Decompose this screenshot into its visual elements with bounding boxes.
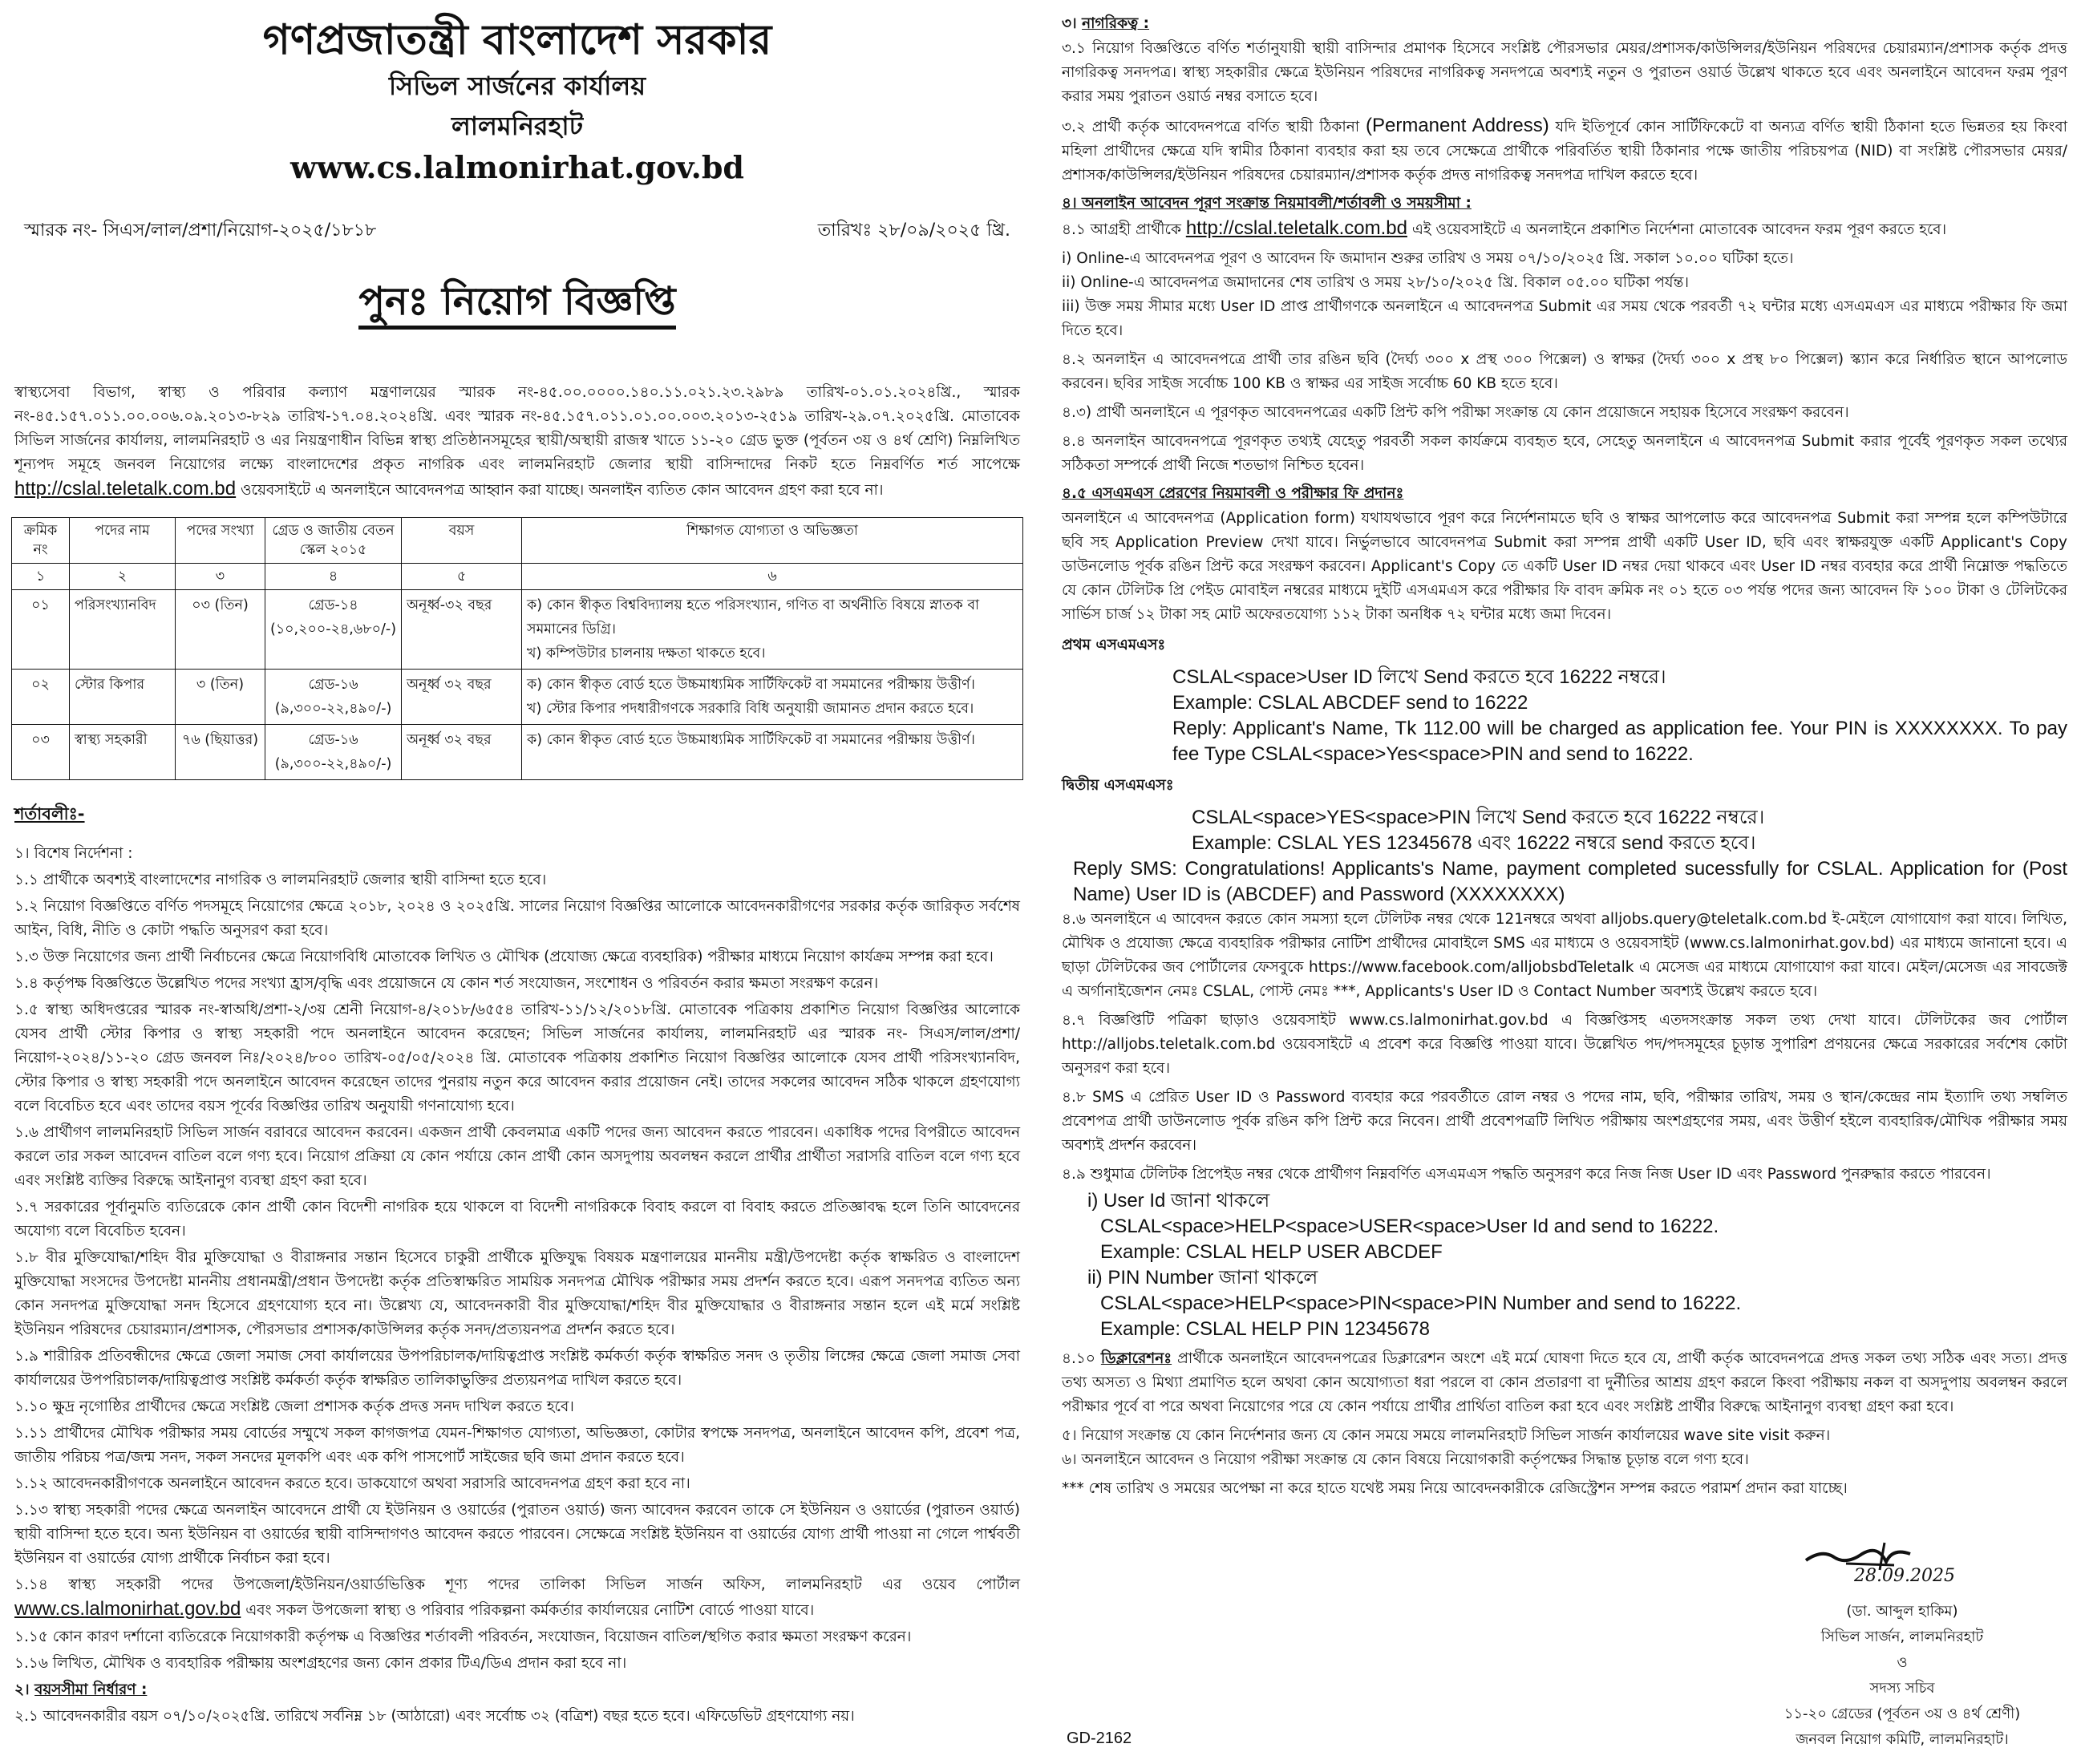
- count-cell: ০৩ (তিন): [176, 590, 265, 670]
- apply-link[interactable]: http://cslal.teletalk.com.bd: [14, 478, 237, 500]
- notice-title: [11, 273, 1023, 336]
- col-header-qualification: শিক্ষাগত যোগ্যতা ও অভিজ্ঞতা: [522, 518, 1023, 564]
- table-row: [12, 670, 1023, 725]
- first-sms-reply: Reply: Applicant's Name, Tk 112.00 will be charged as application fee. Your PIN is XXXXXXXX. To pay fee Type CSLAL<space>Yes<space>PIN and send to 16222.: [1172, 718, 2067, 765]
- post-cell: স্বাস্থ্য সহকারী: [70, 725, 176, 780]
- count-cell: ৭৬ (ছিয়াত্তর): [176, 725, 265, 780]
- qualification-b: খ) কম্পিউটার চালনায় দক্ষতা থাকতে হবে।: [527, 645, 766, 662]
- recovery-pin-command: CSLAL<space>HELP<space>PIN<space>PIN Number and send to 16222.: [1100, 1293, 1742, 1314]
- grade-cell: [265, 670, 402, 725]
- age-limit-number: ২।: [14, 1681, 30, 1698]
- advice-note: *** শেষ তারিখ ও সময়ের অপেক্ষা না করে হাতে যথেষ্ট সময় নিয়ে আবেদনকারীকে রেজিস্ট্রেশন সম্পন্ন করতে পরামর্শ প্রদান করা যাচ্ছে।: [1062, 1480, 1848, 1497]
- col-header-post: পদের নাম: [70, 518, 176, 564]
- committee-line-2: জনবল নিয়োগ কমিটি, লালমনিরহাট।: [1796, 1731, 2009, 1748]
- condition-item: ১। বিশেষ নির্দেশনা :: [14, 845, 133, 862]
- recovery-user-id-example: Example: CSLAL HELP USER ABCDEF: [1100, 1241, 1443, 1263]
- district-name: লালমনিরহাট: [451, 111, 584, 141]
- table-row: [12, 725, 1023, 780]
- scale-text: (৯,৩০০-২২,৪৯০/-): [274, 701, 392, 717]
- col-header-serial: ক্রমিক নং: [12, 518, 70, 564]
- memo-number: স্মারক নং- সিএস/লাল/প্রশা/নিয়োগ-২০২৫/১৮১৮: [24, 220, 377, 241]
- index-cell: ৪: [265, 564, 402, 590]
- recovery-pin-label: ii) PIN Number জানা থাকলে: [1087, 1267, 1318, 1289]
- serial-cell: ০১: [12, 590, 70, 670]
- col-header-age: বয়স: [402, 518, 522, 564]
- rule-item: ৪.২ অনলাইন এ আবেদনপত্রে প্রার্থী তার রঙিন ছবি (দৈর্ঘ্য ৩০০ x প্রস্থ ৩০০ পিক্সেল) ও স্বাক্ষর (দৈর্ঘ্য ৩০০ x প্রস্থ ৮০ পিক্সেল) স্ক্যান করে নির্ধারিত স্থানে আপলোড করবেন। ছবির সাইজ সর্বোচ্চ 100 KB ও স্বাক্ষর এর সাইজ সর্বোচ্চ 60 KB হতে হবে।: [1062, 351, 2067, 392]
- posts-table: [11, 517, 1023, 780]
- recovery-pin-example: Example: CSLAL HELP PIN 12345678: [1100, 1318, 1430, 1340]
- intro-paragraph: [14, 381, 1020, 503]
- condition-item: ১.৭ সরকারের পূর্বানুমতি ব্যতিরেকে কোন প্রার্থী কোন বিদেশী নাগরিক হয়ে থাকলে বা বিদেশী নাগরিককে বিবাহ করলে বা বিবাহ করতে প্রতিজ্ঞাবদ্ধ হলে তিনি আবেদনের অযোগ্য বলে বিবেচিত হবেন।: [14, 1199, 1020, 1240]
- condition-text: ১.১৪ স্বাস্থ্য সহকারী পদের উপজেলা/ইউনিয়ন/ওয়ার্ডভিত্তিক শূণ্য পদের তালিকা সিভিল সার্জন অফিস, লালমনিরহাট এর ওয়েব পোর্টাল: [14, 1576, 1020, 1593]
- citizenship-title: নাগরিকত্ব :: [1082, 15, 1150, 32]
- memo-row: [24, 218, 1010, 244]
- citizenship-heading: [1062, 13, 2067, 35]
- declaration-text: প্রার্থীকে অনলাইনে আবেদনপত্রের ডিক্লারেশন অংশে এই মর্মে ঘোষণা দিতে হবে যে, প্রার্থী কর্তৃক আবেদনপত্রে প্রদত্ত সকল তথ্য সঠিক এবং সত্য। প্রদত্ত তথ্য অসত্য ও মিথ্যা প্রমাণিত হলে অথবা কোন অযোগ্যতা ধরা পরলে বা কোন প্রতারণা বা দুর্নীতির আশ্রয় গ্রহণ করলে কিংবা পরীক্ষায় নকল বা অসদুপায় অবলম্বন করলে পরীক্ষার পূর্বে বা পরে অথবা নিয়োগের পরে যে কোন পর্যায়ে প্রার্থীর প্রার্থিতা বাতিল করা হবে এবং সংশ্লিষ্ট প্রার্থীর বিরুদ্ধে আইনানুগ ব্যবস্থা গ্রহণ করা হবে।: [1062, 1350, 2067, 1415]
- index-cell: ১: [12, 564, 70, 590]
- rule-item: অনলাইনে এ আবেদনপত্র (Application form) যথাযথভাবে পূরণ করে নির্দেশনামতে ছবি ও স্বাক্ষর আপলোড করে আবেদনপত্র Submit করা সম্পন্ন হলে কম্পিউটারে ছবি সহ Application Preview দেখা যাবে। নির্ভুলভাবে আবেদনপত্র Submit করা সম্পন্ন প্রার্থী একটি User ID, ছবি এবং স্বাক্ষরযুক্ত একটি Applicant's Copy ডাউনলোড পূর্বক রঙিন প্রিন্ট করে সংরক্ষণ করবেন। Applicant's Copy তে একটি User ID নম্বর দেয়া থাকবে এবং User ID নম্বর ব্যবহার করে প্রার্থী নিম্নোক্ত পদ্ধতিতে যে কোন টেলিটক প্রি পেইড মোবাইল নম্বরের মাধ্যমে দুইটি এসএমএস করে পরীক্ষার ফি বাবদ ক্রমিক নং ০১ হতে ০৩ পর্যন্ত পদের জন্য আবেদন ফি ১০০ টাকা ও টেলিটকের সার্ভিস চার্জ ১২ টাকা সহ মোট অফেরতযোগ্য ১১২ টাকা অনধিক ৭২ ঘন্টার মধ্যে জমা দিবেন।: [1062, 510, 2067, 623]
- first-sms-example: Example: CSLAL ABCDEF send to 16222: [1172, 692, 1528, 714]
- qualification-cell: [522, 590, 1023, 670]
- qualification-cell: [522, 725, 1023, 780]
- rule-text: ৪.১ আগ্রহী প্রার্থীকে: [1062, 221, 1181, 238]
- grade-text: গ্রেড-১৬: [308, 732, 358, 748]
- intro-text: স্বাস্থ্যসেবা বিভাগ, স্বাস্থ্য ও পরিবার কল্যাণ মন্ত্রণালয়ের স্মারক নং-৪৫.০০.০০০০.১৪০.১১.০২১.২৩.২৯৮৯ তারিখ-০১.০১.২০২৪খ্রি., স্মারক নং-৪৫.১৫৭.০১১.০০.০০৬.০৯.২০১৩-৮২৯ তারিখ-১৭.০৪.২০২৪খ্রি. এবং স্মারক নং-৪৫.১৫৭.০১১.০১.০০.০০৩.২০১৩-২৫১৯ তারিখ-২৯.০৭.২০২৫খ্রি. মোতাবেক সিভিল সার্জনের কার্যালয়, লালমনিরহাট ও এর নিয়ন্ত্রণাধীন বিভিন্ন স্বাস্থ্য প্রতিষ্ঠানসমূহের স্থায়ী/অস্থায়ী রাজস্ব খাতে ১১-২০ গ্রেড ভুক্ত (পূর্বতন ৩য় ও ৪র্থ শ্রেণি) নিম্নলিখিত শূন্যপদ সমূহে জনবল নিয়োগের লক্ষ্যে বাংলাদেশের প্রকৃত নাগরিক এবং লালমনিরহাট জেলার স্থায়ী বাসিন্দাদের নিকট হতে নিম্নবর্ণিত শর্ত সাপেক্ষে: [14, 384, 1020, 473]
- rule-item: i) Online-এ আবেদনপত্র পূরণ ও আবেদন ফি জমাদান শুরুর তারিখ ও সময় ০৭/১০/২০২৫ খ্রি. সকাল ১০.০০ ঘটিকা হতে।: [1062, 250, 1794, 267]
- condition-item: ১.১৬ লিখিত, মৌখিক ও ব্যবহারিক পরীক্ষায় অংশগ্রহণের জন্য কোন প্রকার টিএ/ডিএ প্রদান করা হবে না।: [14, 1655, 627, 1672]
- sms-rules-heading: [1062, 483, 2067, 505]
- scale-text: (১০,২০০-২৪,৬৮০/-): [270, 621, 397, 637]
- col-header-count: পদের সংখ্যা: [176, 518, 265, 564]
- condition-item: ১.৬ প্রার্থীগণ লালমনিরহাট সিভিল সার্জন বরাবরে আবেদন করবেন। একজন প্রার্থী কেবলমাত্র একটি পদের জন্য আবেদন করতে পারবেন। একাধিক পদের বিপরীতে আবেদন করলে তার সকল আবেদন বাতিল বলে গণ্য হবে। নিয়োগ প্রক্রিয়া যে কোন পর্যায়ে কোন প্রার্থী কোন অসদুপায় অবলম্বন করলে প্রার্থীর প্রার্থীতা সরাসরি বাতিল বলে গণ্য হবে এবং সংশ্লিষ্ট ব্যক্তির বিরুদ্ধে আইনানুগ ব্যবস্থা গ্রহণ করা হবে।: [14, 1124, 1020, 1189]
- signatory-title: সিভিল সার্জন, লালমনিরহাট: [1820, 1628, 1984, 1645]
- count-cell: ৩ (তিন): [176, 670, 265, 725]
- signatory-member: সদস্য সচিব: [1869, 1680, 1935, 1697]
- qualification-b: খ) স্টোর কিপার পদধারীগণকে সরকারি বিধি অনুযায়ী জামানত প্রদান করতে হবে।: [527, 701, 974, 717]
- rule-item: ৪.৭ বিজ্ঞপ্তিটি পত্রিকা ছাড়াও ওয়েবসাইট www.cs.lalmonirhat.gov.bd এ বিজ্ঞপ্তিসহ এতদসংক্রান্ত সকল তথ্য দেখা যাবে। টেলিটকের জব পোর্টাল http://alljobs.teletalk.com.bd ওয়েবসাইটে এ প্রবেশ করে বিজ্ঞপ্তি পাওয়া যাবে। উল্লেখিত পদ/পদসমূহের চূড়ান্ত সুপারিশ প্রণয়নের ক্ষেত্রে সরকারের সর্বশেষ কোটা অনুসরণ করা হবে।: [1062, 1012, 2067, 1077]
- rule-text: এই ওয়েবসাইটে এ অনলাইনে প্রকাশিত নির্দেশনা মোতাবেক আবেদন ফরম পূরণ করতে হবে।: [1411, 221, 1947, 238]
- condition-item: ১.১০ ক্ষুদ্র নৃগোষ্ঠির প্রার্থীদের ক্ষেত্রে সংশ্লিষ্ট জেলা প্রশাসক কর্তৃক প্রদত্ত সনদ দাখিল করতে হবে।: [14, 1398, 574, 1415]
- condition-item: ১.১ প্রার্থীকে অবশ্যই বাংলাদেশের নাগরিক ও লালমনিরহাট জেলার স্থায়ী বাসিন্দা হতে হবে।: [14, 872, 547, 888]
- rule-item: ৪.৪ অনলাইন আবেদনপত্রে পূরণকৃত তথ্যই যেহেতু পরবর্তী সকল কার্যক্রমে ব্যবহৃত হবে, সেহেতু অনলাইনে এ আবেদনপত্র Submit করার পূর্বেই পূরণকৃত সকল তথ্যের সঠিকতা সম্পর্কে প্রার্থী নিজে শতভাগ নিশ্চিত হবেন।: [1062, 433, 2067, 474]
- committee-line-1: ১১-২০ গ্রেডের (পূর্বতন ৩য় ও ৪র্থ শ্রেণী): [1783, 1705, 2021, 1722]
- recovery-user-id-label: i) User Id জানা থাকলে: [1087, 1190, 1270, 1212]
- qualification-a: ক) কোন স্বীকৃত বোর্ড হতে উচ্চমাধ্যমিক সার্টিফিকেট বা সমমানের পরীক্ষায় উত্তীর্ণ।: [527, 677, 975, 693]
- grade-cell: [265, 725, 402, 780]
- index-cell: ৩: [176, 564, 265, 590]
- right-column: [1059, 11, 2071, 1764]
- post-cell: স্টোর কিপার: [70, 670, 176, 725]
- qualification-cell: [522, 670, 1023, 725]
- declaration-title: ডিক্লারেশনঃ: [1100, 1350, 1172, 1367]
- sms-rules-title: ৪.৫ এসএমএস প্রেরণের নিয়মাবলী ও পরীক্ষার ফি প্রদানঃ: [1062, 485, 1404, 502]
- signature-block: [1758, 1533, 2047, 1753]
- condition-item: ১.১১ প্রার্থীদের মৌখিক পরীক্ষার সময় বোর্ডের সম্মুখে সকল কাগজপত্র যেমন-শিক্ষাগত যোগ্যতা, অভিজ্ঞতা, কোটার স্বপক্ষে সনদপত্র, অনলাইনে আবেদন কপি, প্রবেশ পত্র, জাতীয় পরিচয় পত্র/জন্ম সনদ, সকল সনদের মূলকপি এবং এক কপি পাসপোর্ট সাইজের ছবি জমা প্রদান করতে হবে।: [14, 1425, 1020, 1466]
- grade-text: গ্রেড-১৪: [308, 597, 358, 613]
- condition-item: ১.৩ উক্ত নিয়োগের জন্য প্রার্থী নির্বাচনের ক্ষেত্রে নিয়োগবিধি মোতাবেক লিখিত ও মৌখিক (প্রযোজ্য ক্ষেত্রে ব্যবহারিক) পরীক্ষার মাধ্যমে নিয়োগ কার্যক্রম সম্পন্ন করা হবে।: [14, 949, 994, 965]
- left-column: [11, 11, 1023, 1764]
- condition-item: [14, 1573, 1020, 1623]
- first-sms-heading: প্রথম এসএমএসঃ: [1062, 637, 1166, 653]
- qualification-a: ক) কোন স্বীকৃত বোর্ড হতে উচ্চমাধ্যমিক সার্টিফিকেট বা সমমানের পরীক্ষায় উত্তীর্ণ।: [527, 732, 975, 748]
- condition-item: ১.১৫ কোন কারণ দর্শানো ব্যতিরেকে নিয়োগকারী কর্তৃপক্ষ এ বিজ্ঞপ্তির শর্তাবলী পরিবর্তন, সংযোজন, বিয়োজন বাতিল/স্থগিত করার ক্ষমতা সংরক্ষণ করেন।: [14, 1628, 912, 1645]
- condition-item: ১.১২ আবেদনকারীগণকে অনলাইনে আবেদন করতে হবে। ডাকযোগে অথবা সরাসরি আবেদনপত্র গ্রহণ করা হবে না।: [14, 1475, 690, 1492]
- online-rules-heading: [1062, 192, 2067, 215]
- condition-item: ২.১ আবেদনকারীর বয়স ০৭/১০/২০২৫খ্রি. তারিখে সর্বনিম্ন ১৮ (আঠারো) এবং সর্বোচ্চ ৩২ (বত্রিশ) বছর হতে হবে। এফিডেভিট গ্রহণযোগ্য নয়।: [14, 1708, 855, 1725]
- scale-text: (৯,৩০০-২২,৪৯০/-): [274, 756, 392, 772]
- condition-text: এবং সকল উপজেলা স্বাস্থ্য ও পরিবার পরিকল্পনা কর্মকর্তার কার্যালয়ের নোটিশ বোর্ডে পাওয়া যাবে।: [245, 1602, 815, 1619]
- memo-date: তারিখঃ ২৮/০৯/২০২৫ খ্রি.: [817, 220, 1010, 241]
- notice-title-text: পুনঃ নিয়োগ বিজ্ঞপ্তি: [358, 279, 675, 330]
- recovery-user-id-command: CSLAL<space>HELP<space>USER<space>User Id and send to 16222.: [1100, 1216, 1719, 1237]
- index-cell: ৫: [402, 564, 522, 590]
- grade-text: গ্রেড-১৬: [308, 677, 358, 693]
- index-cell: ৬: [522, 564, 1023, 590]
- rule-item: ৪.৬ অনলাইনে এ আবেদন করতে কোন সমস্যা হলে টেলিটক নম্বর থেকে 121নম্বরে অথবা alljobs.query@teletalk.com.bd ই-মেইলে যোগাযোগ করা যাবে। লিখিত, মৌখিক ও প্রযোজ্য ক্ষেত্রে ব্যবহারিক পরীক্ষার নোটিশ প্রার্থীদের মোবাইলে SMS এর মাধ্যমে ও ওয়েবসাইট (www.cs.lalmonirhat.gov.bd) এর মাধ্যমে জানানো হবে। এ ছাড়া টেলিটকের জব পোর্টালের ফেসবুকে https://www.facebook.com/alljobsbdTeletalk এ মেসেজ এর মাধ্যমে যোগাযোগ করা যাবে। মেইল/মেসেজ এর সাবজেক্ট এ অর্গানাইজেশন নেমঃ CSLAL, পোস্ট নেমঃ ***, Applicants's User ID ও Contact Number অবশ্যই উল্লেখ করতে হবে।: [1062, 911, 2067, 1000]
- rule-item: [1062, 216, 2067, 242]
- header: [11, 14, 1023, 189]
- office-name: সিভিল সার্জনের কার্যালয়: [388, 71, 646, 101]
- second-sms-reply: Reply SMS: Congratulations! Applicants's Name, payment completed sucessfully for CSLAL. Application for (Post Name) User ID is (ABCDEF) and Password (XXXXXXXX): [1073, 858, 2067, 905]
- website-link[interactable]: www.cs.lalmonirhat.gov.bd: [14, 1598, 241, 1620]
- rule-item: ৬। অনলাইনে আবেদন ও নিয়োগ পরীক্ষা সংক্রান্ত যে কোন বিষয়ে নিয়োগকারী কর্তৃপক্ষের সিদ্ধান্ত চূড়ান্ত বলে গণ্য হবে।: [1062, 1451, 1749, 1468]
- citizenship-item: ৩.১ নিয়োগ বিজ্ঞপ্তিতে বর্ণিত শর্তানুযায়ী স্থায়ী বাসিন্দার প্রমাণক হিসেবে সংশ্লিষ্ট পৌরসভার মেয়র/প্রশাসক/কাউন্সিলর/ইউনিয়ন পরিষদের চেয়ারম্যান/প্রশাসক কর্তৃক প্রদত্ত নাগরিকত্ব সনদপত্র। স্বাস্থ্য সহকারীর ক্ষেত্রে ইউনিয়ন পরিষদের নাগরিকত্ব সনদপত্রে অবশ্যই নতুন ও পুরাতন ওয়ার্ড উল্লেখ থাকতে হবে এবং অনলাইনে আবেদন ফরম পূরণ করার সময় পুরাতন ওয়ার্ড নম্বর বসাতে হবে।: [1062, 40, 2067, 105]
- age-cell: অনূর্ধ্ব-৩২ বছর: [402, 590, 522, 670]
- rule-item: ৪.৯ শুধুমাত্র টেলিটক প্রিপেইড নম্বর থেকে প্রার্থীগণ নিম্নবর্ণিত এসএমএস পদ্ধতি অনুসরণ করে নিজ নিজ User ID এবং Password পুনরুদ্ধার করতে পারবেন।: [1062, 1166, 1991, 1183]
- age-cell: অনূর্ধ্ব ৩২ বছর: [402, 670, 522, 725]
- condition-item: ১.৪ কর্তৃপক্ষ বিজ্ঞপ্তিতে উল্লেখিত পদের সংখ্যা হ্রাস/বৃদ্ধি এবং প্রয়োজনে যে কোন শর্ত সংযোজন, সংশোধন ও পরিবর্তন করার ক্ষমতা সংরক্ষণ করেন।: [14, 975, 879, 992]
- condition-item: ১.৫ স্বাস্থ্য অধিদপ্তরের স্মারক নং-স্বাঅধি/প্রশা-২/৩য় শ্রেনী নিয়োগ-৪/২০১৮/৬৫৫৪ তারিখ-১১/১২/২০১৮খ্রি. মোতাবেক পত্রিকায় প্রকাশিত নিয়োগ বিজ্ঞপ্তির আলোকে যেসব প্রার্থী স্টোর কিপার ও স্বাস্থ্য সহকারী পদে অনলাইনে আবেদন করেছেন; সিভিল সার্জনের কার্যালয়, লালমনিরহাট এর স্মারক নং- সিএস/লাল/প্রশা/নিয়োগ-২০২৪/১১-২০ গ্রেড জনবল নিঃ/২০২৪/৮০০ তারিখ-০৫/০৫/২০২৪ খ্রি. মোতাবেক পত্রিকায় প্রকাশিত নিয়োগ বিজ্ঞপ্তির আলোকে যেসব প্রার্থী পরিসংখ্যানবিদ, স্টোর কিপার ও স্বাস্থ্য সহকারী পদে অনলাইনে আবেদন করেছেন তাদের পুনরায় নতুন করে আবেদন করার প্রয়োজন নেই। তাদের সকলের আবেদন সঠিক থাকলে গ্রহণযোগ্য বলে বিবেচিত হবে এবং তাদের বয়স পূর্বের বিজ্ঞপ্তির তারিখ অনুযায়ী গণনাযোগ্য হবে।: [14, 1001, 1020, 1115]
- citizenship-item: [1062, 114, 2067, 188]
- condition-item: ১.৯ শারীরিক প্রতিবন্ধীদের ক্ষেত্রে জেলা সমাজ সেবা কার্যালয়ের উপপরিচালক/দায়িত্বপ্রাপ্ত সংশ্লিষ্ট কর্মকর্তা কর্তৃক স্বাক্ষরিত সনদ ও তৃতীয় লিঙ্গের ক্ষেত্রে জেলা সমাজ সেবা কার্যালয়ের উপপরিচালক/দায়িত্বপ্রাপ্ত সংশ্লিষ্ট কর্মকর্তা কর্তৃক স্বাক্ষরিত তালিকাভুক্তির প্রত্যয়নপত্র দাখিল করতে হবে।: [14, 1348, 1020, 1389]
- signature-image: [1758, 1533, 2047, 1599]
- grade-cell: [265, 590, 402, 670]
- declaration-number: ৪.১০: [1062, 1350, 1095, 1367]
- declaration-item: [1062, 1347, 2067, 1419]
- address-text: যদি ইতিপূর্বে কোন সার্টিফিকেটে বা অন্যত্র বর্ণিত স্থায়ী ঠিকানা হতে ভিন্নতর হয় কিংবা মহিলা প্রার্থীদের ক্ষেত্রে যদি স্বামীর ঠিকানা ব্যবহার করা হয় তবে সেক্ষেত্রে প্রার্থীকে পরিবর্তিত স্থায়ী ঠিকানার পক্ষে জাতীয় পরিচয়পত্র (NID) বা সংশ্লিষ্ট পৌরসভার মেয়র/প্রশাসক/কাউন্সিলর/ইউনিয়ন পরিষদের চেয়ারম্যান/প্রশাসক কর্তৃক প্রদত্ত নাগরিকত্ব সনদপত্র দাখিল করতে হবে।: [1062, 119, 2067, 184]
- age-limit-title: বয়সসীমা নির্ধারণ :: [34, 1681, 148, 1698]
- age-limit-heading: [14, 1678, 1020, 1702]
- signature-date: 28.09.2025: [1854, 1566, 1955, 1586]
- rule-item: ৫। নিয়োগ সংক্রান্ত যে কোন নির্দেশনার জন্য যে কোন সময়ে সময়ে লালমনিরহাট সিভিল সার্জন কার্যালয়ের wave site visit করুন।: [1062, 1427, 1831, 1444]
- rule-item: iii) উক্ত সময় সীমার মধ্যে User ID প্রাপ্ত প্রার্থীগণকে অনলাইনে এ আবেদনপত্র Submit এর সময় থেকে পরবর্তী ৭২ ঘন্টার মধ্যে এসএমএস এর মাধ্যমে পরীক্ষার ফি জমা দিতে হবে।: [1062, 298, 2067, 339]
- rule-item: ৪.৩) প্রার্থী অনলাইনে এ পূরণকৃত আবেদনপত্রের একটি প্রিন্ট কপি পরীক্ষা সংক্রান্ত যে কোন প্রয়োজনে সহায়ক হিসেবে সংরক্ষণ করবেন।: [1062, 404, 1849, 421]
- signatory-name: (ডা. আব্দুল হাকিম): [1846, 1603, 1958, 1620]
- table-index-row: [12, 564, 1023, 590]
- post-cell: পরিসংখ্যানবিদ: [70, 590, 176, 670]
- teletalk-link[interactable]: http://cslal.teletalk.com.bd: [1185, 217, 1407, 239]
- condition-item: ১.১৩ স্বাস্থ্য সহকারী পদের ক্ষেত্রে অনলাইন আবেদনে প্রার্থী যে ইউনিয়ন ও ওয়ার্ডের (পুরাতন ওয়ার্ড) জন্য আবেদন করবেন তাকে সে ইউনিয়ন ও ওয়ার্ডের (পুরাতন ওয়ার্ড) স্থায়ী বাসিন্দা হতে হবে। অন্য ইউনিয়ন বা ওয়ার্ডের স্থায়ী বাসিন্দাগণও আবেদন করতে পারবেন। সেক্ষেত্রে সংশ্লিষ্ট ইউনিয়ন বা ওয়ার্ডের যোগ্য প্রার্থী পাওয়া না গেলে পার্শ্ববর্তী ইউনিয়ন বা ওয়ার্ডের যোগ্য প্রার্থীকে নির্বাচন করা হবে।: [14, 1502, 1020, 1567]
- online-rules-title: ৪। অনলাইন আবেদন পূরণ সংক্রান্ত নিয়মাবলী/শর্তাবলী ও সময়সীমা :: [1062, 195, 1472, 212]
- rule-item: ৪.৮ SMS এ প্রেরিত User ID ও Password ব্যবহার করে পরবর্তীতে রোল নম্বর ও পদের নাম, ছবি, পরীক্ষার তারিখ, সময় ও স্থান/কেন্দ্রের নাম ইত্যাদি তথ্য সম্বলিত প্রবেশপত্র প্রার্থী ডাউনলোড পূর্বক রঙিন কপি প্রিন্ট করে নিবেন। প্রার্থী প্রবেশপত্রটি লিখিত পরীক্ষায় অংশগ্রহণের সময়, এবং উত্তীর্ণ হইলে ব্যবহারিক/মৌখিক পরীক্ষার সময় অবশ্যই প্রদর্শন করবেন।: [1062, 1089, 2067, 1154]
- table-header-row: [12, 518, 1023, 564]
- serial-cell: ০৩: [12, 725, 70, 780]
- age-cell: অনূর্ধ্ব ৩২ বছর: [402, 725, 522, 780]
- intro-tail: ওয়েবসাইটে এ অনলাইনে আবেদনপত্র আহ্বান করা যাচ্ছে। অনলাইন ব্যতিত কোন আবেদন গ্রহণ করা হবে না।: [241, 482, 884, 499]
- footer-code: GD-2162: [1067, 1730, 1132, 1747]
- signatory-and: ও: [1897, 1654, 1908, 1671]
- col-header-grade: গ্রেড ও জাতীয় বেতন স্কেল ২০১৫: [265, 518, 402, 564]
- second-sms-command: CSLAL<space>YES<space>PIN লিখে Send করতে হবে 16222 নম্বরে।: [1192, 807, 1765, 828]
- conditions-heading: শর্তাবলীঃ-: [14, 804, 85, 823]
- table-row: [12, 590, 1023, 670]
- first-sms-command: CSLAL<space>User ID লিখে Send করতে হবে 16222 নম্বরে।: [1172, 666, 1666, 688]
- index-cell: ২: [70, 564, 176, 590]
- qualification-a: ক) কোন স্বীকৃত বিশ্ববিদ্যালয় হতে পরিসংখ্যান, গণিত বা অর্থনীতি বিষয়ে স্নাতক বা সমমানের ডিগ্রি।: [527, 597, 980, 637]
- address-text: ৩.২ প্রার্থী কর্তৃক আবেদনপত্রে বর্ণিত স্থায়ী ঠিকানা: [1062, 119, 1360, 136]
- second-sms-heading: দ্বিতীয় এসএমএসঃ: [1062, 777, 1174, 794]
- condition-item: ১.৮ বীর মুক্তিযোদ্ধা/শহিদ বীর মুক্তিযোদ্ধা ও বীরাঙ্গনার সন্তান হিসেবে চাকুরী প্রার্থীকে মুক্তিযুদ্ধ বিষয়ক মন্ত্রণালয়ের মাননীয় মন্ত্রী/উপদেষ্টা কর্তৃক স্বাক্ষরিত ও বাংলাদেশ মুক্তিযোদ্ধা সংসদের উপদেষ্টা মাননীয় প্রধানমন্ত্রী/প্রধান উপদেষ্টা কর্তৃক প্রতিস্বাক্ষরিত সাময়িক সনদপত্র মৌখিক পরীক্ষার সময় প্রদর্শন করতে হবে। এরূপ সনদপত্র ব্যতিত অন্য কোন সনদপত্র মুক্তিযোদ্ধা সনদ হিসেবে গ্রহণযোগ্য হবে না। উল্লেখ্য যে, আবেদনকারী বীর মুক্তিযোদ্ধা/শহিদ বীর মুক্তিযোদ্ধার ও বীরাঙ্গনার সন্তান হলে এই মর্মে সংশ্লিষ্ট ইউনিয়ন পরিষদের চেয়ারম্যান/প্রশাসক, পৌরসভার প্রশাসক/কাউন্সিলর কর্তৃক সনদ/প্রত্যয়নপত্র প্রদর্শন করতে হবে।: [14, 1249, 1020, 1338]
- citizenship-number: ৩।: [1062, 15, 1077, 32]
- second-sms-example: Example: CSLAL YES 12345678 এবং 16222 নম্বরে send করতে হবে।: [1192, 832, 1756, 854]
- rule-item: ii) Online-এ আবেদনপত্র জমাদানের শেষ তারিখ ও সময় ২৮/১০/২০২৫ খ্রি. বিকাল ০৫.০০ ঘটিকা পর্যন্ত।: [1062, 274, 1689, 291]
- serial-cell: ০২: [12, 670, 70, 725]
- gov-title: গণপ্রজাতন্ত্রী বাংলাদেশ সরকার: [262, 16, 772, 64]
- condition-item: ১.২ নিয়োগ বিজ্ঞপ্তিতে বর্ণিত পদসমূহে নিয়োগের ক্ষেত্রে ২০১৮, ২০২৪ ও ২০২৫খ্রি. সালের নিয়োগ বিজ্ঞপ্তির আলোকে আবেদনকারীগণের সরকার কর্তৃক জারিকৃত সর্বশেষ আইন, বিধি, নীতি ও কোটা পদ্ধতি অনুসরণ করা হবে।: [14, 898, 1020, 939]
- permanent-address-term: (Permanent Address): [1365, 115, 1549, 136]
- header-website: www.cs.lalmonirhat.gov.bd: [289, 149, 744, 185]
